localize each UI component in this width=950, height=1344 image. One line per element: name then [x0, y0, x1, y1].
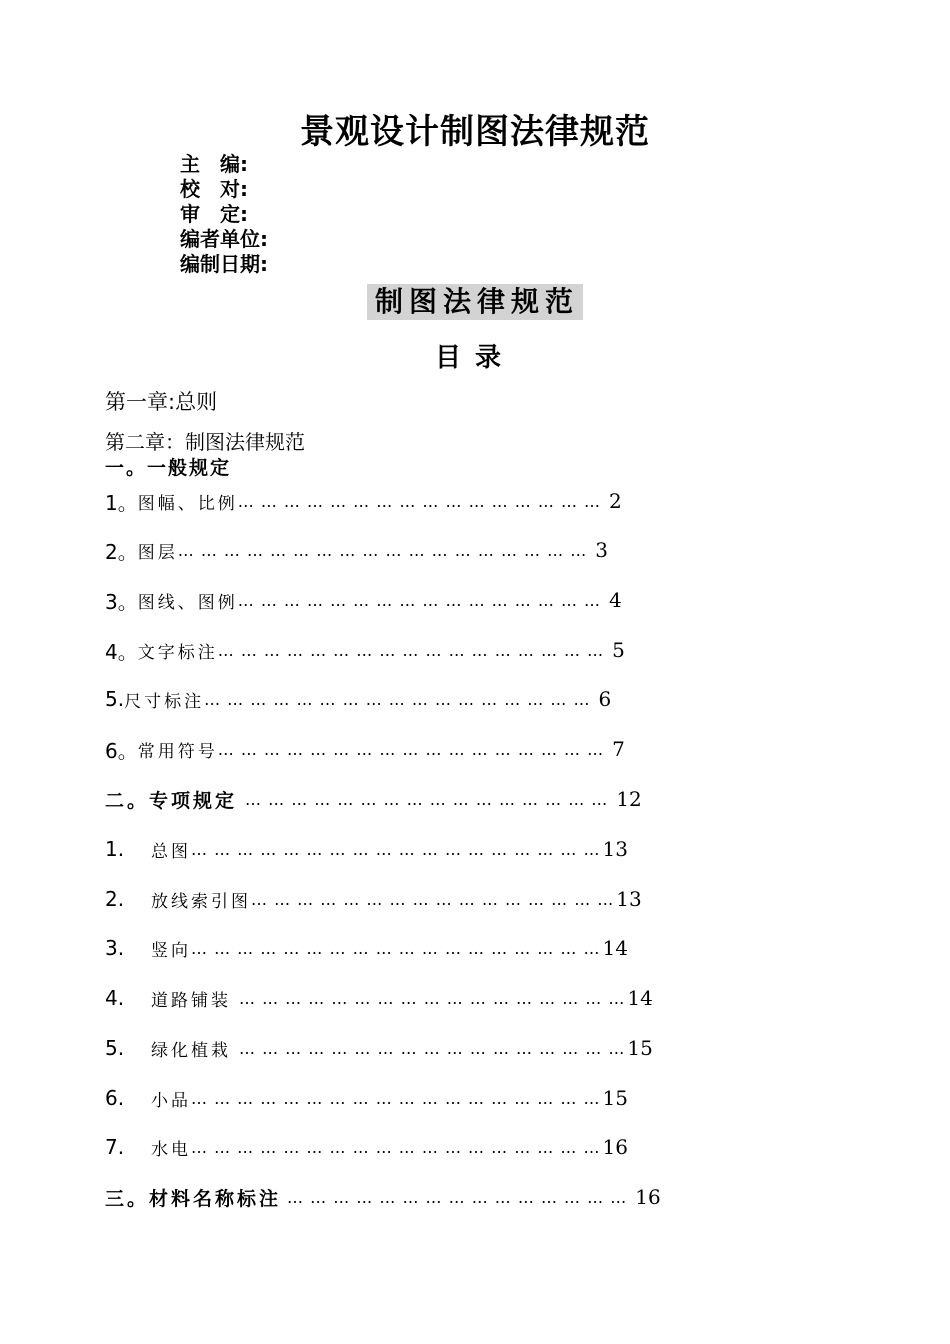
subtitle-wrap	[0, 284, 950, 320]
toc-entry-number: 3。	[105, 589, 138, 614]
toc-entry-label: 放线索引图	[151, 891, 251, 912]
toc-entry-label: 图幅、比例	[137, 493, 238, 514]
toc-page-number: 16	[602, 1135, 628, 1159]
toc-entry-label: 文字标注	[137, 642, 218, 663]
toc-entry-number: 5.	[105, 687, 125, 711]
toc-entry-label: 道路铺装	[151, 990, 231, 1011]
toc-page-number: 12	[616, 787, 642, 811]
toc-page-number: 16	[635, 1185, 661, 1209]
toc-entry-label: 常用符号	[137, 741, 218, 762]
toc-leader-dots: … … … … … … … … … … … … … … … … … …	[191, 839, 601, 859]
toc-leader-dots: … … … … … … … … … … … … … … … … …	[217, 739, 605, 759]
toc-entry-number: 4。	[105, 639, 138, 664]
toc-entry[interactable]	[105, 1085, 628, 1111]
toc-entry[interactable]	[105, 1134, 628, 1160]
chapter-2: 第二章：制图法律规范	[105, 430, 305, 454]
toc-entry-label: 竖向	[151, 940, 191, 961]
toc-entry-number: 1。	[105, 490, 138, 515]
toc-entry-label: 绿化植栽	[151, 1040, 231, 1061]
toc-page-number: 13	[616, 887, 642, 911]
toc-leader-dots: … … … … … … … … … … … … … … … … …	[204, 689, 591, 709]
toc-page-number: 15	[627, 1036, 653, 1060]
toc-leader-dots: … … … … … … … … … … … … … … … … …	[217, 640, 605, 660]
toc-entry[interactable]	[105, 488, 622, 514]
document-title: 景观设计制图法律规范	[300, 112, 650, 152]
chapter-1: 第一章:总则	[105, 390, 218, 414]
toc-leader-dots: … … … … … … … … … … … … … … … … … …	[191, 1137, 601, 1157]
toc-page-number: 6	[598, 687, 612, 711]
subtitle: 制图法律规范	[367, 284, 583, 320]
toc-entry[interactable]	[105, 836, 628, 862]
toc-leader-dots: … … … … … … … … … … … … … … … … … …	[177, 540, 588, 560]
toc-leader-dots: … … … … … … … … … … … … … … … …	[237, 590, 602, 610]
toc-entry-number: 6。	[105, 738, 138, 763]
toc-page-number: 2	[609, 489, 622, 513]
toc-entry-number: 2.	[105, 887, 125, 911]
toc-leader-dots: … … … … … … … … … … … … … … … … …	[239, 988, 626, 1008]
toc-section-label: 三。材料名称标注	[105, 1187, 282, 1210]
toc-page-number: 14	[602, 936, 628, 960]
toc-entry-number: 2。	[105, 539, 138, 564]
toc-leader-dots: … … … … … … … … … … … … … … … … …	[239, 1038, 626, 1058]
toc-page-number: 14	[627, 986, 653, 1010]
toc-page-number: 4	[609, 588, 622, 612]
toc-entry[interactable]	[105, 736, 625, 762]
toc-leader-dots: … … … … … … … … … … … … … … … …	[245, 789, 609, 809]
toc-entry[interactable]	[105, 637, 625, 663]
toc-leader-dots: … … … … … … … … … … … … … … …	[287, 1187, 628, 1207]
toc-entry-label: 图层	[137, 542, 178, 563]
meta-approver: 审 定:	[180, 202, 248, 226]
toc-entry[interactable]	[105, 935, 628, 961]
toc-leader-dots: … … … … … … … … … … … … … … … …	[251, 889, 615, 909]
toc-entry-label: 总图	[151, 841, 191, 862]
toc-entry-number: 4.	[105, 986, 125, 1010]
toc-leader-dots: … … … … … … … … … … … … … … … … … …	[191, 938, 601, 958]
toc-entry[interactable]	[105, 985, 653, 1011]
toc-section-materials[interactable]	[105, 1184, 661, 1210]
toc-title: 目录	[434, 343, 515, 373]
toc-entry-number: 6.	[105, 1086, 125, 1110]
meta-organization: 编者单位:	[180, 227, 268, 251]
meta-date: 编制日期:	[180, 252, 268, 276]
toc-page-number: 13	[602, 837, 628, 861]
toc-entry-number: 5.	[105, 1036, 125, 1060]
toc-entry[interactable]	[105, 1035, 653, 1061]
toc-section-special[interactable]	[105, 786, 642, 812]
toc-entry-label: 水电	[151, 1139, 191, 1160]
toc-entry-label: 尺寸标注	[124, 691, 205, 712]
toc-section-label: 二。专项规定	[105, 789, 238, 812]
section-general: 一。一般规定	[105, 457, 232, 479]
toc-entry-label: 小品	[151, 1090, 191, 1111]
toc-entry[interactable]	[105, 686, 611, 712]
toc-leader-dots: … … … … … … … … … … … … … … … … … …	[191, 1088, 601, 1108]
toc-entry-label: 图线、图例	[137, 592, 238, 613]
toc-entry[interactable]	[105, 886, 642, 912]
toc-entry-number: 7.	[105, 1135, 125, 1159]
meta-block	[180, 152, 268, 277]
toc-entry-number: 1.	[105, 837, 125, 861]
meta-proofreader: 校 对:	[180, 177, 248, 201]
toc-leader-dots: … … … … … … … … … … … … … … … …	[237, 491, 602, 511]
toc-entry[interactable]	[105, 587, 622, 613]
toc-page-number: 3	[595, 538, 608, 562]
toc-page-number: 15	[602, 1086, 628, 1110]
toc-page-number: 5	[612, 638, 625, 662]
toc-page-number: 7	[612, 737, 625, 761]
toc-entry-number: 3.	[105, 936, 125, 960]
toc-entry[interactable]	[105, 537, 608, 563]
meta-editor: 主 编:	[180, 152, 248, 176]
